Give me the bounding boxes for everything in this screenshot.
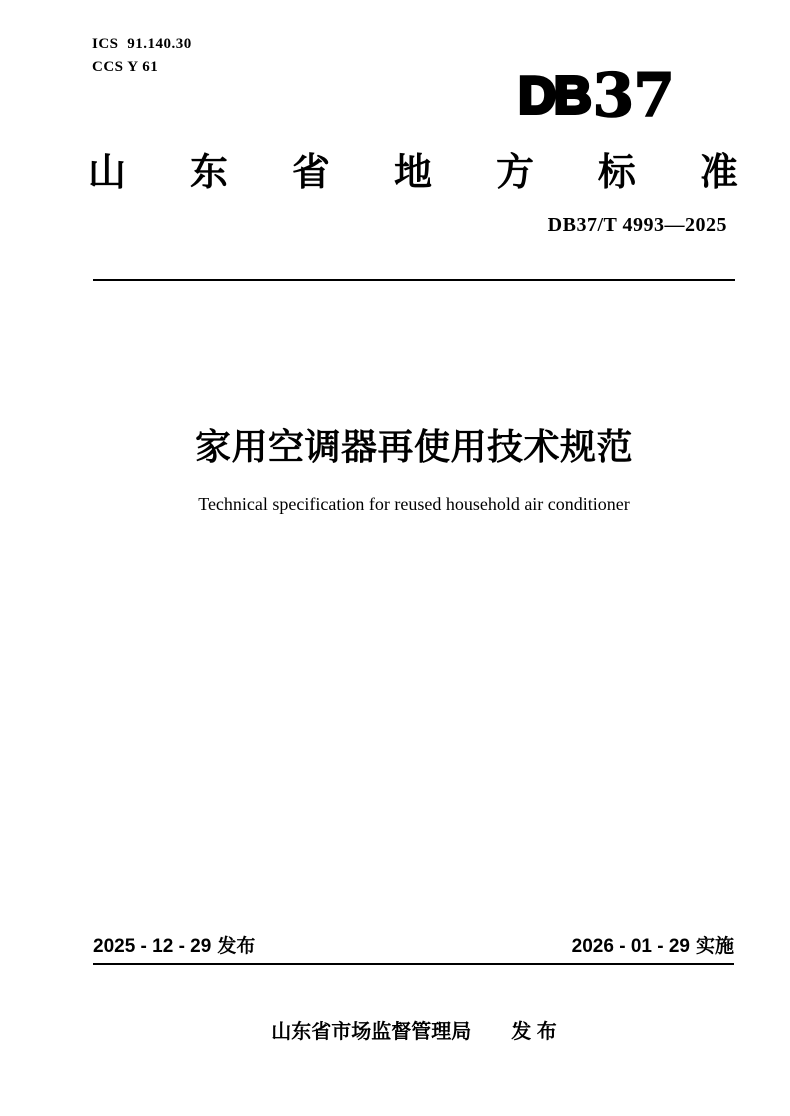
standard-type-heading [88,150,738,196]
standard-type-char: 山 [88,152,127,194]
standard-type-char: 东 [189,152,228,194]
db37-logo-number-text: 37 [592,61,674,131]
standard-type-char: 地 [393,152,432,194]
ics-line [92,33,192,56]
header-divider-line [93,279,735,281]
dates-row [93,935,734,959]
document-title-chinese: 家用空调器再使用技术规范 [194,426,633,467]
publisher-row [93,1019,735,1045]
implement-date-group [572,935,734,959]
standard-type-char: 准 [699,152,738,194]
ccs-value: Y 61 [127,59,159,75]
footer-divider-line [93,963,734,965]
issue-label: 发布 [217,936,256,957]
issue-date-group [93,935,255,959]
ccs-label: CCS [92,59,124,75]
publish-label: 发 布 [511,1021,557,1043]
db37-logo [518,61,674,131]
standard-type-char: 标 [597,152,636,194]
implement-label: 实施 [695,936,734,957]
standard-type-char: 方 [495,152,534,194]
standard-number: DB37/T 4993—2025 [547,214,727,236]
document-title-english: Technical specification for reused household air conditioner [198,494,630,514]
db37-logo-db-text: DB [518,67,590,125]
ics-value: 91.140.30 [127,36,192,52]
publisher-name: 山东省市场监督管理局 [271,1021,472,1043]
implement-date: 2026 - 01 - 29 [571,936,690,957]
issue-date: 2025 - 12 - 29 [93,936,212,957]
standard-type-char: 省 [291,152,330,194]
classification-block [92,33,192,79]
ics-label: ICS [92,36,119,52]
ccs-line [92,56,192,79]
